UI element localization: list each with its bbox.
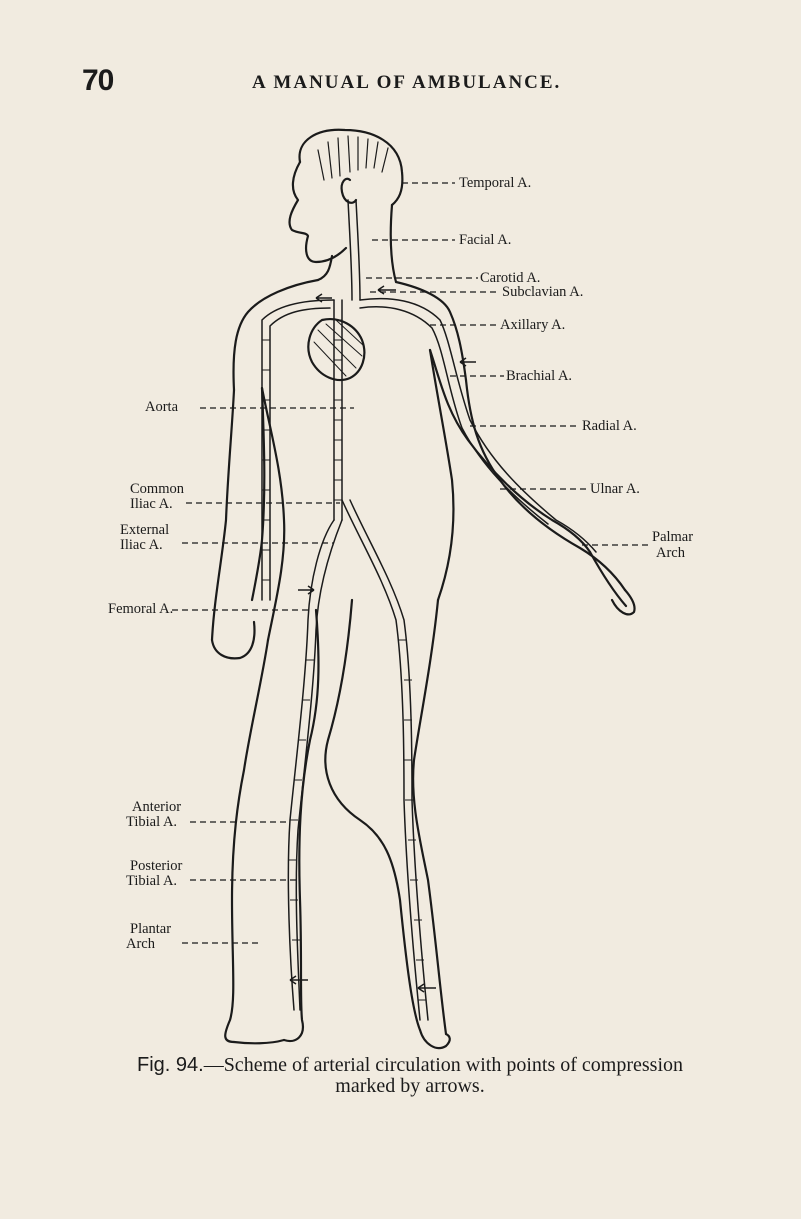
compression-arrow-right-tibial (418, 984, 436, 992)
label-external-iliac-line2: Iliac A. (120, 537, 163, 553)
label-posterior-tibial-line1: Posterior (130, 858, 183, 874)
left-shoulder (234, 280, 318, 390)
label-radial-artery: Radial A. (582, 418, 637, 434)
artery-left-subclavian (262, 300, 334, 600)
label-anterior-tibial-line1: Anterior (132, 799, 182, 815)
left-arm-outer (212, 390, 234, 640)
right-leg-inner (325, 600, 420, 1030)
label-external-iliac-line1: External (120, 522, 170, 538)
artery-left-leg (288, 520, 342, 1010)
label-plantar-arch-line2: Arch (126, 936, 155, 952)
artery-carotid (348, 200, 360, 300)
heart (308, 319, 364, 380)
trunk-left (262, 388, 284, 640)
right-leg-outer (413, 600, 446, 1034)
label-brachial-artery: Brachial A. (506, 368, 573, 384)
page-number: 70 (82, 64, 114, 97)
hair-outline (300, 130, 403, 205)
label-common-iliac-line2: Iliac A. (130, 496, 173, 512)
label-plantar-arch-line1: Plantar (130, 921, 172, 937)
artery-aorta (334, 300, 342, 520)
label-femoral-artery: Femoral A. (108, 601, 174, 617)
artery-right-subclavian (360, 299, 596, 552)
artery-ladder-rungs (262, 320, 426, 1000)
caption-line-1: —Scheme of arterial circulation with points of compression (203, 1054, 684, 1076)
ear (342, 179, 356, 203)
hair-strokes (318, 136, 388, 180)
label-carotid-artery: Carotid A. (480, 270, 541, 286)
label-subclavian-artery: Subclavian A. (502, 284, 584, 300)
right-shoulder (396, 282, 466, 380)
caption-line-2: marked by arrows. (335, 1075, 485, 1097)
label-palmar-arch-line2: Arch (656, 545, 685, 561)
right-hand (590, 552, 635, 614)
left-leg-outer (225, 640, 268, 1042)
label-common-iliac-line1: Common (130, 481, 184, 497)
left-foot (234, 1040, 284, 1043)
neck-right (391, 205, 396, 282)
heart-shading (314, 320, 364, 376)
figure-caption (100, 1055, 720, 1097)
left-hand (212, 622, 254, 658)
label-ulnar-artery: Ulnar A. (590, 481, 640, 497)
label-facial-artery: Facial A. (459, 232, 512, 248)
label-palmar-arch-line1: Palmar (652, 529, 694, 545)
figure-number: Fig. 94. (136, 1054, 204, 1076)
label-posterior-tibial-line2: Tibial A. (126, 873, 178, 889)
label-anterior-tibial-line2: Tibial A. (126, 814, 178, 830)
compression-arrow-carotid (378, 286, 396, 294)
face-outline (290, 162, 346, 262)
label-axillary-artery: Axillary A. (500, 317, 566, 333)
label-aorta: Aorta (145, 399, 179, 415)
label-temporal-artery: Temporal A. (459, 175, 532, 191)
running-head: A MANUAL OF AMBULANCE. (252, 72, 562, 93)
